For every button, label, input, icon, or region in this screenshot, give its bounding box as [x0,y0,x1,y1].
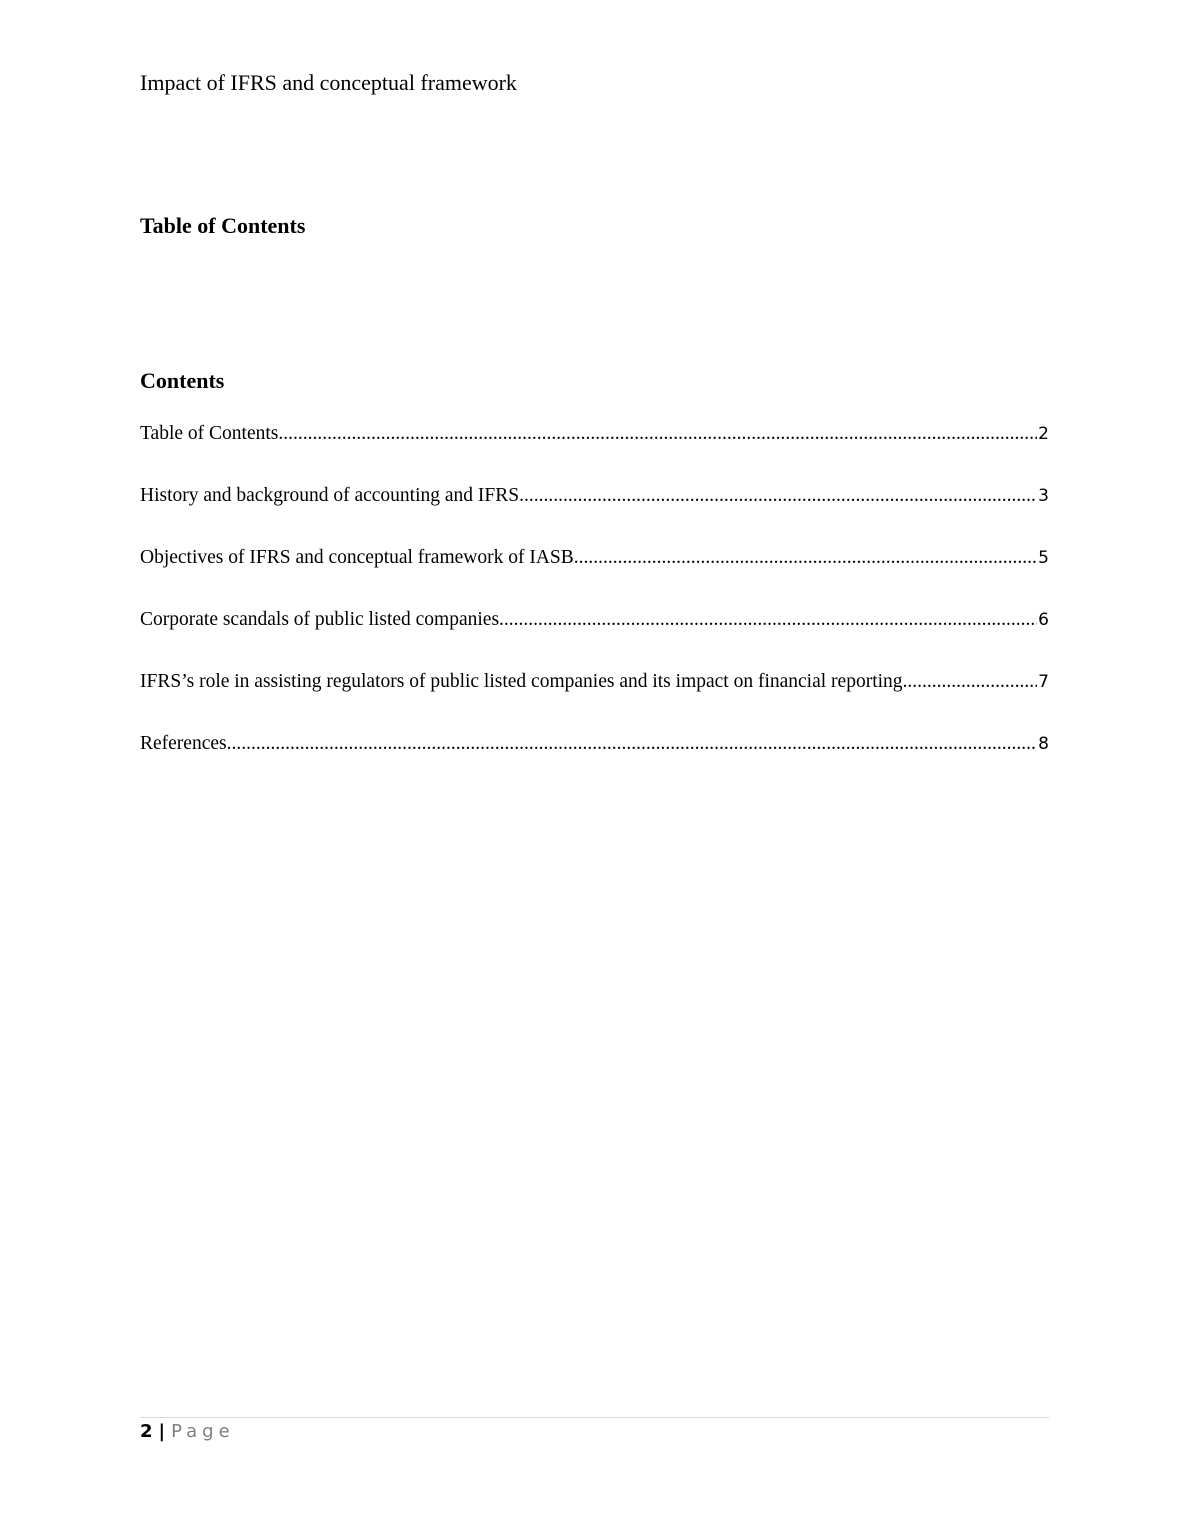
page-footer [140,1419,235,1445]
footer-page-number: 2 [140,1421,153,1442]
toc-entry-title: Objectives of IFRS and conceptual framework of IASB [140,547,574,568]
dot-leader [903,668,1038,696]
toc-entry-page: 6 [1038,610,1049,630]
toc-entry-title: Table of Contents [140,423,279,444]
toc-entry-references[interactable] [140,730,1049,792]
footer-separator: | [158,1421,166,1442]
dot-leader [278,420,1037,448]
running-header-title: Impact of IFRS and conceptual framework [140,70,517,95]
toc-entry-title: Corporate scandals of public listed companies [140,609,500,630]
toc-entry-page: 2 [1038,424,1049,444]
toc-entry-history[interactable] [140,482,1049,544]
toc-entry-page: 3 [1038,486,1049,506]
dot-leader [227,730,1038,758]
toc-entry-title: IFRS’s role in assisting regulators of public listed companies and its impact on financial reporting [140,671,903,692]
toc-entry-table-of-contents[interactable] [140,420,1049,482]
footer-divider [140,1417,1049,1418]
contents-heading: Contents [140,368,225,393]
toc-list [140,420,1049,792]
toc-entry-title: History and background of accounting and IFRS [140,485,520,506]
toc-entry-corporate-scandals[interactable] [140,606,1049,668]
toc-entry-ifrs-role[interactable] [140,668,1049,730]
dot-leader [499,606,1037,634]
toc-entry-page: 7 [1038,672,1049,692]
toc-entry-page: 8 [1038,734,1049,754]
toc-entry-title: References [140,733,227,754]
footer-page-label: Page [171,1421,235,1442]
toc-entry-page: 5 [1038,548,1049,568]
toc-heading: Table of Contents [140,213,306,238]
toc-entry-objectives[interactable] [140,544,1049,606]
dot-leader [519,482,1037,510]
dot-leader [574,544,1037,572]
